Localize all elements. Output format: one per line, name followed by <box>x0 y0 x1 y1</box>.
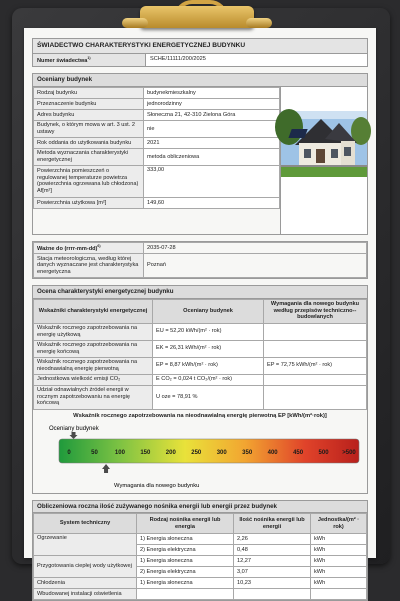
scale-tick-label: 500 <box>318 449 329 456</box>
table-row <box>34 165 280 197</box>
co2-value: E CO₂ = 0,024 t CO₂/(m² · rok) <box>153 374 264 385</box>
renewable-share-value: U oze = 78,91 % <box>153 385 264 409</box>
scale-tick-label: 450 <box>293 449 304 456</box>
table-row <box>34 87 280 98</box>
unit-cell <box>311 589 367 600</box>
table-row <box>34 98 280 109</box>
table-row <box>34 254 367 278</box>
weather-station-value: Poznań <box>144 254 367 278</box>
renewable-share-requirement <box>264 385 367 409</box>
scale-tick-label: 350 <box>242 449 253 456</box>
unit-col-header: Jednostka/(m² · rok) <box>311 514 367 534</box>
certificate-number-value: SCHE/11111/200/2025 <box>146 54 367 67</box>
rated-building-col-header: Oceniany budynek <box>153 299 264 323</box>
ep-label: Wskaźnik rocznego zapotrzebowania na nieodnawialną energię pierwotną <box>34 357 153 374</box>
table-row <box>34 385 367 409</box>
table-row <box>34 357 367 374</box>
building-table <box>33 87 280 209</box>
eu-requirement <box>264 323 367 340</box>
amount-cell: 10,23 <box>234 578 311 589</box>
building-purpose-label: Przeznaczenie budynku <box>34 98 144 109</box>
carrier-cell: 1) Energia słoneczna <box>137 556 234 567</box>
table-row <box>34 374 367 385</box>
ep-scale <box>33 421 383 493</box>
validity-section <box>32 241 368 280</box>
requirement-label: Wymagania dla nowego budynku <box>114 482 200 489</box>
certificate-page <box>24 28 376 597</box>
scale-tick-label: 0 <box>67 449 71 456</box>
building-method-label: Metoda wyznaczania charakterystyki energetycznej <box>34 148 144 165</box>
co2-label: Jednostkowa wielkość emisji CO₂ <box>34 374 153 385</box>
building-section <box>32 73 368 234</box>
carrier-cell: 2) Energia elektryczna <box>137 545 234 556</box>
table-row <box>34 340 367 357</box>
rated-building-arrow <box>70 432 78 439</box>
table-row <box>34 323 367 340</box>
building-heated-area-label: Powierzchnia pomieszczeń o regulowanej temperaturze powietrza (powierzchnia ogrzewana lub chłodzona) Af[m²] <box>34 165 144 197</box>
eu-label: Wskaźnik rocznego zapotrzebowania na energię użytkową <box>34 323 153 340</box>
building-address-value: Słoneczna 21, 42-310 Zielona Góra <box>144 109 280 120</box>
carrier-cell: 2) Energia elektryczna <box>137 567 234 578</box>
scale-tick-label: 100 <box>114 449 125 456</box>
carrier-col-header: Rodzaj nośnika energii lub energia <box>137 514 234 534</box>
building-article-value: nie <box>144 120 280 137</box>
energy-header: Obliczeniowa roczna ilość zużywanego nośnika energii lub energii przez budynek <box>33 501 367 513</box>
cooling-label: Chłodzenia <box>34 578 137 589</box>
energy-section <box>32 500 368 601</box>
ek-requirement <box>264 340 367 357</box>
carrier-cell <box>137 589 234 600</box>
scale-tick-label: 250 <box>191 449 202 456</box>
scale-tick-label: 200 <box>165 449 176 456</box>
table-row <box>34 589 367 600</box>
hot-water-label: Przygotowania ciepłej wody użytkowej <box>34 556 137 578</box>
carrier-cell: 1) Energia słoneczna <box>137 534 234 545</box>
ek-label: Wskaźnik rocznego zapotrzebowania na energię końcową <box>34 340 153 357</box>
indicators-col-header: Wskaźniki charakterystyki energetycznej <box>34 299 153 323</box>
table-row <box>34 137 280 148</box>
unit-cell: kWh <box>311 578 367 589</box>
requirements-col-header: Wymagania dla nowego budynku według przepisów techniczno--budowlanych <box>264 299 367 323</box>
renewable-share-label: Udział odnawialnych źródeł energii w rocznym zapotrzebowaniu na energię końcową <box>34 385 153 409</box>
table-row <box>34 242 367 254</box>
building-year-value: 2021 <box>144 137 280 148</box>
carrier-cell: 1) Energia słoneczna <box>137 578 234 589</box>
lighting-label: Wbudowanej instalacji oświetlenia <box>34 589 137 600</box>
table-row <box>34 109 280 120</box>
amount-cell: 0,48 <box>234 545 311 556</box>
table-row <box>34 120 280 137</box>
table-row <box>34 148 280 165</box>
building-method-value: metoda obliczeniowa <box>144 148 280 165</box>
heating-label: Ogrzewanie <box>34 534 137 556</box>
weather-station-label: Stacja meteorologiczna, według której danych wyznaczane jest charakterystyka energetyczna <box>34 254 144 278</box>
clip-base <box>140 6 254 28</box>
building-usable-area-value: 149,60 <box>144 197 280 208</box>
amount-cell: 3,07 <box>234 567 311 578</box>
rated-building-label: Oceniany budynek <box>49 425 99 432</box>
certificate-title: ŚWIADECTWO CHARAKTERYSTYKI ENERGETYCZNEJ BUDYNKU <box>32 38 368 54</box>
certificate-number-row <box>32 54 368 68</box>
clipboard-clip <box>122 0 272 30</box>
validity-table <box>33 242 367 279</box>
ep-value: EP = 8,87 kWh/(m² · rok) <box>153 357 264 374</box>
amount-cell: 12,27 <box>234 556 311 567</box>
clip-hinge-right <box>246 18 272 28</box>
house-photo <box>280 87 367 234</box>
scale-tick-label: 300 <box>216 449 227 456</box>
clip-hinge-left <box>122 18 148 28</box>
assessment-section <box>32 285 368 493</box>
scale-tick-label: 400 <box>267 449 278 456</box>
unit-cell: kWh <box>311 556 367 567</box>
eu-value: EU = 52,20 kWh/(m² · rok) <box>153 323 264 340</box>
system-col-header: System techniczny <box>34 514 137 534</box>
energy-table <box>33 513 367 600</box>
scale-tick-label: 50 <box>91 449 98 456</box>
unit-cell: kWh <box>311 567 367 578</box>
table-row <box>34 556 367 567</box>
ep-gradient-bar <box>59 439 359 463</box>
amount-col-header: Ilość nośnika energii lub energii <box>234 514 311 534</box>
ep-scale-title: Wskaźnik rocznego zapotrzebowania na nieodnawialną energię pierwotną EP [kWh/(m²·rok)] <box>73 412 327 419</box>
scale-tick-label: 150 <box>140 449 151 456</box>
assessment-header: Ocena charakterystyki energetycznej budynku <box>33 286 367 298</box>
building-type-label: Rodzaj budynku <box>34 87 144 98</box>
table-row <box>34 534 367 545</box>
house-photo-icon <box>281 87 367 231</box>
requirement-arrow <box>102 464 110 473</box>
building-year-label: Rok oddania do użytkowania budynku <box>34 137 144 148</box>
scale-tick-label: >500 <box>342 449 356 456</box>
building-purpose-value: jednorodzinny <box>144 98 280 109</box>
unit-cell: kWh <box>311 545 367 556</box>
building-heated-area-value: 333,00 <box>144 165 280 197</box>
valid-until-value: 2035-07-28 <box>144 242 367 254</box>
valid-until-label: Ważne do (rrrr-mm-dd)$^{6)}$ <box>34 242 144 254</box>
co2-requirement <box>264 374 367 385</box>
table-row <box>34 197 280 208</box>
table-row <box>34 578 367 589</box>
unit-cell: kWh <box>311 534 367 545</box>
amount-cell <box>234 589 311 600</box>
building-article-label: Budynek, o którym mowa w art. 3 ust. 2 ustawy <box>34 120 144 137</box>
building-usable-area-label: Powierzchnia użytkowa [m²] <box>34 197 144 208</box>
amount-cell: 2,26 <box>234 534 311 545</box>
building-address-label: Adres budynku <box>34 109 144 120</box>
indicators-table <box>33 299 367 410</box>
certificate-number-label: Numer świadectwa$^{1)}$ <box>33 54 146 67</box>
ek-value: EK = 26,31 kWh/(m² · rok) <box>153 340 264 357</box>
building-section-header: Oceniany budynek <box>33 74 367 86</box>
ep-requirement: EP = 72,75 kWh/(m² · rok) <box>264 357 367 374</box>
building-type-value: budynekmieszkalny <box>144 87 280 98</box>
